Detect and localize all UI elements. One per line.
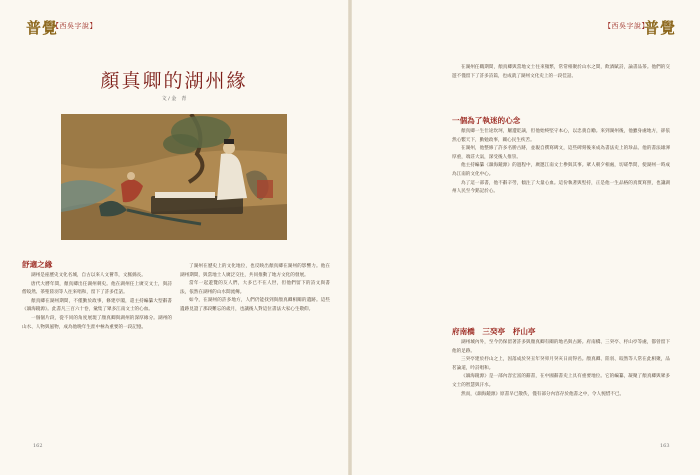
- painting-attendant: [257, 180, 273, 198]
- painting-scroll-paper: [155, 192, 215, 198]
- magazine-logo: 普覺: [644, 19, 677, 37]
- paragraph: 了湖州在歷史上的文化地位，也反映出顏真卿在湖州的影響力。他在湖州期間，與當地士人廣泛交往，共同推動了地方文化的發展。: [180, 264, 330, 278]
- text-column-2: [180, 263, 330, 315]
- painting-illustration: [61, 114, 287, 240]
- byline: 文 / 金 青: [161, 96, 187, 102]
- paragraph: 他主持編纂《韻海鏡源》的過程中，廣邀江南文士參與其事。眾人朝夕相處，切磋學問，使湖州一時成為江南的文化中心。: [452, 163, 670, 177]
- section-heading-3: 府南橋 三癸亭 杼山亭: [452, 327, 536, 336]
- magazine-logo: 普覺: [26, 19, 59, 37]
- painting-tree-foliage-2: [163, 134, 199, 154]
- paragraph: 在湖州任職期間，顏真卿與當地文士往來頻繁，常常相聚於山水之間，飲酒賦詩，論書品茶。他們的交遊不僅留下了許多詩篇，也成就了湖州文化史上的一段佳話。: [452, 65, 670, 79]
- text-column-1: [22, 272, 172, 332]
- paragraph: 三癸亭建於杼山之上，因落成於癸丑年癸卯月癸亥日而得名。顏真卿、陸羽、皎然等人常在此相聚，品茗論道，吟詩唱和。: [452, 357, 670, 371]
- paragraph: 然而，《韻海鏡源》原書早已散佚，僅有部分內容存於他書之中，令人惋惜不已。: [461, 391, 625, 397]
- article-title: 顏真卿的湖州緣: [100, 70, 248, 92]
- left-page: [0, 0, 348, 475]
- page-number-right: 163: [660, 443, 670, 449]
- painting-svg: [61, 114, 287, 240]
- paragraph: 如今，在湖州的許多地方，人們仍能找到與顏真卿相關的遺跡。這些遺跡見證了那段難忘的歲月，也讓後人對這位書法大家心生敬仰。: [180, 298, 330, 312]
- page-number-left: 162: [33, 443, 43, 449]
- paragraph: 《韻海鏡源》是一部內容宏富的辭書，在中國辭書史上具有重要地位。它的編纂，凝聚了顏真卿與眾多文士的智慧與汗水。: [452, 374, 670, 388]
- column-tag: 【西吳字說】: [604, 22, 649, 30]
- intro-text: [452, 64, 670, 81]
- paragraph: 顏真卿在湖州期間，不僅勤於政事，修建亭閣，還主持編纂大型辭書《韻海鏡源》。此書凡三百六十卷，彙集了眾多江南文士的心血。: [22, 298, 172, 313]
- section-3-text: [452, 339, 670, 399]
- paragraph: 在湖州，他整修了許多名勝古跡，並親自撰寫碑文，這些碑刻後來成為書法史上的珍品。他的書法雄渾厚重，端莊大氣，深受後人推崇。: [452, 146, 670, 160]
- painting-figure-head: [127, 172, 135, 180]
- section-heading-1: 舒適之緣: [22, 260, 53, 269]
- section-2-text: [452, 128, 670, 197]
- column-tag: 【西吳字說】: [52, 22, 97, 30]
- paragraph: 湖州城內外，至今仍保留著許多與顏真卿有關的地名與古跡。府南橋、三癸亭、杼山亭等處，都曾留下他的足跡。: [452, 340, 670, 354]
- paragraph: 顏真卿一生仕途坎坷，屢遭貶謫，但他始終堅守本心，以忠義自勵。來到湖州後，他雖身處地方，卻依然心繫天下，勤勉政事，關心民生疾苦。: [452, 129, 670, 143]
- section-heading-2: 一個為了執迷的心念: [452, 116, 521, 125]
- painting-scholar-hat: [224, 139, 234, 144]
- paragraph: 當年一起遊覽的友人們，大多已不在人世，但他們留下的詩文與書法，依然在湖州的山水間流傳。: [180, 281, 330, 295]
- right-page: [352, 0, 700, 475]
- paragraph: 為了這一部書，他不辭辛勞，傾注了大量心血。這份執著與堅持，正是他一生品格的真實寫照，也讓湖州人民至今銘記於心。: [452, 180, 670, 195]
- paragraph: 唐代大曆年間，顏真卿出任湖州刺史。他在湖州任上廣交文士，與詩僧皎然、茶聖陸羽等人往來唱和，留下了許多佳話。: [22, 281, 172, 296]
- paragraph: 一個個片段，從不同的角度展現了顏真卿與湖州的深厚緣分。湖州的山水、人物與風物，成為他晚年生涯中極為重要的一段記憶。: [22, 315, 172, 330]
- paragraph: 湖州是座歷史文化名城，自古以來人文薈萃，文脈綿長。: [31, 273, 146, 278]
